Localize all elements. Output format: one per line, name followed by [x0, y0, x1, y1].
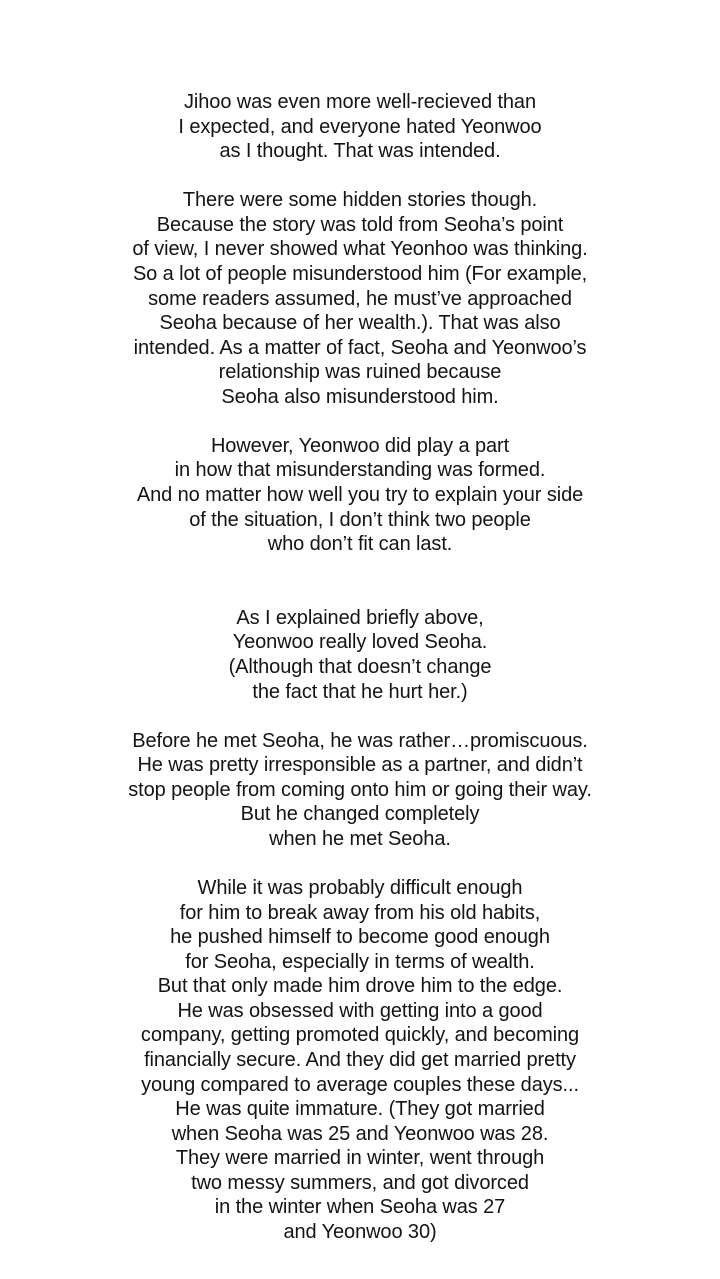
text-line: as I thought. That was intended. [219, 140, 501, 163]
text-line: he pushed himself to become good enough [170, 926, 550, 949]
text-line: intended. As a matter of fact, Seoha and Yeonwoo’s [133, 336, 587, 359]
text-line: But he changed completely [240, 803, 480, 826]
text-line: There were some hidden stories though. [182, 189, 538, 212]
text-line: for him to break away from his old habits, [179, 901, 541, 924]
text-line: young compared to average couples these days... [141, 1073, 579, 1096]
paragraph-spacer [0, 704, 720, 729]
text-line: of view, I never showed what Yeonhoo was thinking. [132, 238, 588, 261]
text-line: Before he met Seoha, he was rather…promiscuous. [132, 729, 588, 752]
text-line: I expected, and everyone hated Yeonwoo [178, 115, 542, 138]
text-line: Because the story was told from Seoha’s point [156, 213, 564, 236]
text-line: (Although that doesn’t change [228, 655, 492, 678]
text-line: two messy summers, and got divorced [191, 1171, 529, 1194]
text-line: of the situation, I don’t think two people [189, 508, 531, 531]
text-line: for Seoha, especially in terms of wealth. [185, 950, 535, 973]
text-line: financially secure. And they did get married pretty [144, 1048, 576, 1071]
text-line: And no matter how well you try to explain your side [136, 484, 584, 506]
text-line: some readers assumed, he must’ve approached [148, 287, 572, 310]
text-line: He was obsessed with getting into a good [177, 999, 543, 1022]
text-line: He was quite immature. (They got married [175, 1098, 545, 1121]
paragraph-spacer [0, 851, 720, 876]
text-line: company, getting promoted quickly, and becoming [140, 1024, 580, 1047]
section-spacer [0, 557, 720, 606]
paragraph-3 [0, 434, 720, 557]
text-line: He was pretty irresponsible as a partner, and didn’t [137, 754, 583, 777]
text-line: Jihoo was even more well-recieved than [184, 91, 536, 113]
text-line: They were married in winter, went through [175, 1147, 545, 1170]
text-line: As I explained briefly above, [236, 606, 484, 629]
paragraph-1 [0, 90, 720, 164]
paragraph-2 [0, 188, 720, 409]
text-line: stop people from coming onto him or going their way. [128, 778, 592, 801]
text-line: Yeonwoo really loved Seoha. [232, 631, 488, 654]
text-line: and Yeonwoo 30) [283, 1220, 437, 1243]
paragraph-4 [0, 606, 720, 704]
text-line: when he met Seoha. [269, 827, 451, 850]
text-line: relationship was ruined because [218, 361, 502, 384]
paragraph-5 [0, 729, 720, 852]
paragraph-spacer [0, 409, 720, 434]
text-line: in how that misunderstanding was formed. [174, 459, 546, 482]
text-line: the fact that he hurt her.) [252, 680, 468, 703]
text-line: in the winter when Seoha was 27 [214, 1196, 506, 1219]
text-line: Seoha because of her wealth.). That was also [159, 312, 561, 335]
text-line: However, Yeonwoo did play a part [210, 434, 510, 457]
document-page [0, 90, 720, 1244]
text-line: But that only made him drove him to the edge. [157, 975, 563, 998]
text-line: when Seoha was 25 and Yeonwoo was 28. [171, 1122, 549, 1145]
text-line: So a lot of people misunderstood him (For example, [132, 262, 588, 285]
paragraph-6 [0, 876, 720, 1244]
text-line: While it was probably difficult enough [197, 877, 523, 899]
text-line: who don’t fit can last. [267, 533, 453, 556]
text-line: Seoha also misunderstood him. [221, 385, 499, 408]
paragraph-spacer [0, 164, 720, 189]
